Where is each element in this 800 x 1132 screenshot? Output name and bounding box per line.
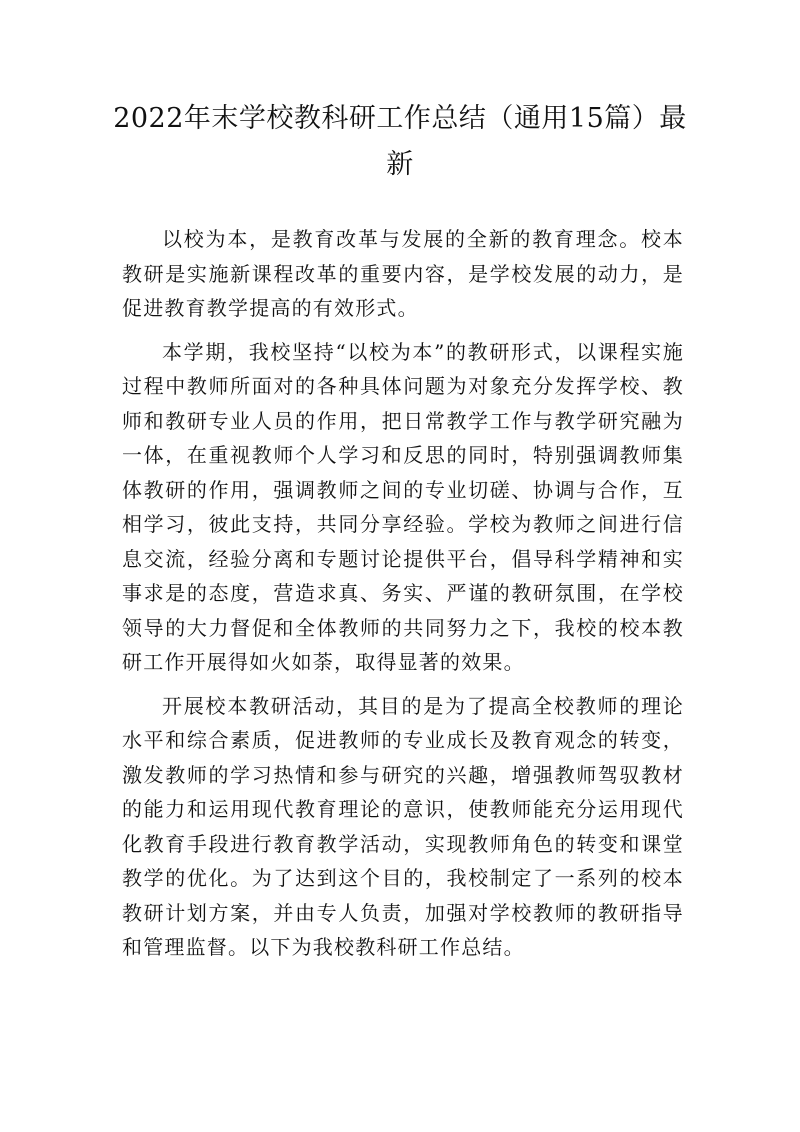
paragraph-3: 开展校本教研活动，其目的是为了提高全校教师的理论水平和综合素质，促进教师的专业成长及教育观念的转变，激发教师的学习热情和参与研究的兴趣，增强教师驾驭教材的能力和运用现代教育理论的意识，使教师能充分运用现代化教育手段进行教育教学活动，实现教师角色的转变和课堂教学的优化。为了达到这个目的，我校制定了一系列的校本教研计划方案，并由专人负责，加强对学校教师的教研指导和管理监督。以下为我校教科研工作总结。 [122, 693, 684, 959]
document-body [122, 222, 684, 974]
document-title: 2022年末学校教科研工作总结（通用15篇）最新 [113, 103, 687, 180]
paragraph-2: 本学期，我校坚持“以校为本”的教研形式，以课程实施过程中教师所面对的各种具体问题为对象充分发挥学校、教师和教研专业人员的作用，把日常教学工作与教学研究融为一体，在重视教师个人学习和反思的同时，特别强调教师集体教研的作用，强调教师之间的专业切磋、协调与合作，互相学习，彼此支持，共同分享经验。学校为教师之间进行信息交流，经验分离和专题讨论提供平台，倡导科学精神和实事求是的态度，营造求真、务实、严谨的教研氛围，在学校领导的大力督促和全体教师的共同努力之下，我校的校本教研工作开展得如火如荼，取得显著的效果。 [122, 339, 684, 674]
paragraph-1: 以校为本，是教育改革与发展的全新的教育理念。校本教研是实施新课程改革的重要内容，是学校发展的动力，是促进教育教学提高的有效形式。 [122, 227, 684, 320]
